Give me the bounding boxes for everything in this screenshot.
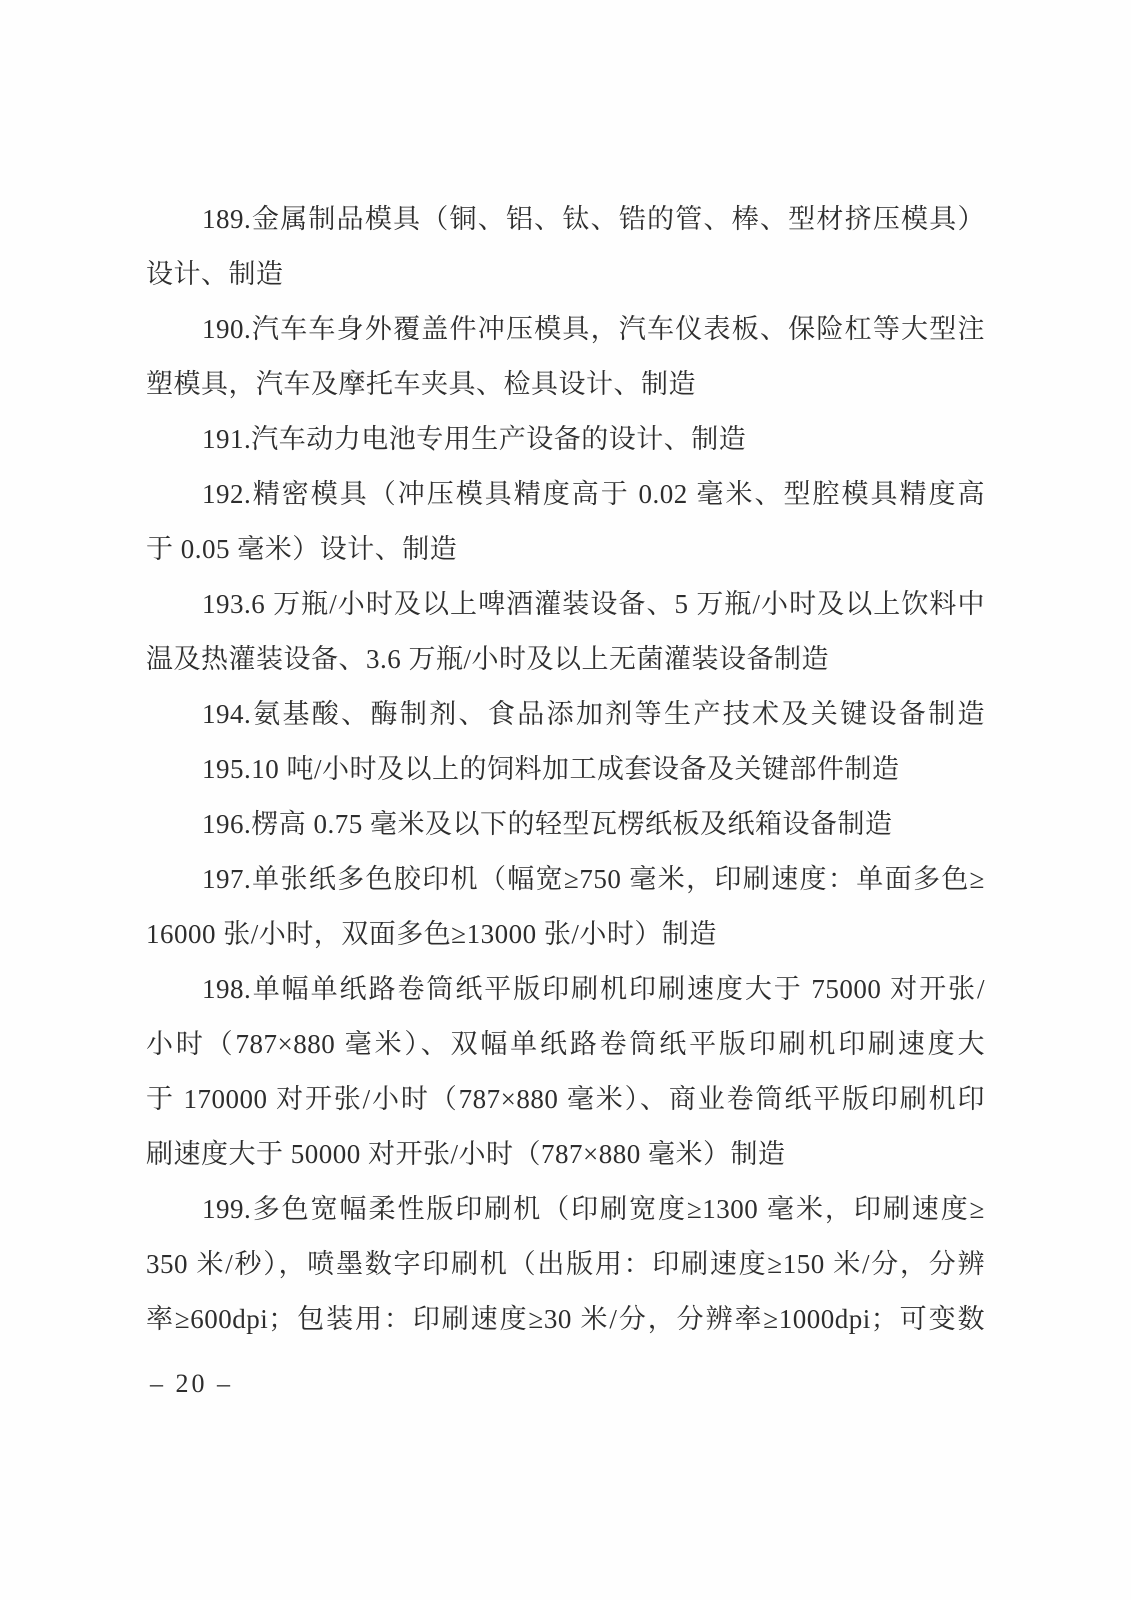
text-line: 191.汽车动力电池专用生产设备的设计、制造 xyxy=(202,424,747,454)
page-number: – 20 – xyxy=(150,1369,233,1398)
text-line: 于 170000 对开张/小时（787×880 毫米）、商业卷筒纸平版印刷机印 xyxy=(146,1084,985,1114)
text-line: 小时（787×880 毫米）、双幅单纸路卷筒纸平版印刷机印刷速度大 xyxy=(146,1029,985,1059)
text-line: 设计、制造 xyxy=(146,259,284,289)
text-line: 率≥600dpi；包装用：印刷速度≥30 米/分，分辨率≥1000dpi；可变数 xyxy=(146,1304,985,1334)
text-line: 199.多色宽幅柔性版印刷机（印刷宽度≥1300 毫米，印刷速度≥ xyxy=(202,1194,985,1224)
document-body xyxy=(146,192,985,1347)
text-line: 温及热灌装设备、3.6 万瓶/小时及以上无菌灌装设备制造 xyxy=(146,644,830,674)
text-line: 192.精密模具（冲压模具精度高于 0.02 毫米、型腔模具精度高 xyxy=(202,479,985,509)
text-line: 190.汽车车身外覆盖件冲压模具，汽车仪表板、保险杠等大型注 xyxy=(202,314,985,344)
text-line: 196.楞高 0.75 毫米及以下的轻型瓦楞纸板及纸箱设备制造 xyxy=(202,809,893,839)
text-line: 350 米/秒），喷墨数字印刷机（出版用：印刷速度≥150 米/分，分辨 xyxy=(146,1249,985,1279)
text-line: 194.氨基酸、酶制剂、食品添加剂等生产技术及关键设备制造 xyxy=(202,699,985,729)
text-line: 于 0.05 毫米）设计、制造 xyxy=(146,534,458,564)
text-line: 198.单幅单纸路卷筒纸平版印刷机印刷速度大于 75000 对开张/ xyxy=(202,974,985,1004)
text-line: 189.金属制品模具（铜、铝、钛、锆的管、棒、型材挤压模具） xyxy=(202,204,985,234)
text-line: 195.10 吨/小时及以上的饲料加工成套设备及关键部件制造 xyxy=(202,754,900,784)
text-line: 刷速度大于 50000 对开张/小时（787×880 毫米）制造 xyxy=(146,1139,786,1169)
text-line: 193.6 万瓶/小时及以上啤酒灌装设备、5 万瓶/小时及以上饮料中 xyxy=(202,589,985,619)
text-line: 197.单张纸多色胶印机（幅宽≥750 毫米，印刷速度：单面多色≥ xyxy=(202,864,985,894)
text-line: 塑模具，汽车及摩托车夹具、检具设计、制造 xyxy=(146,369,696,399)
text-line: 16000 张/小时，双面多色≥13000 张/小时）制造 xyxy=(146,919,717,949)
page-footer xyxy=(150,1356,233,1411)
